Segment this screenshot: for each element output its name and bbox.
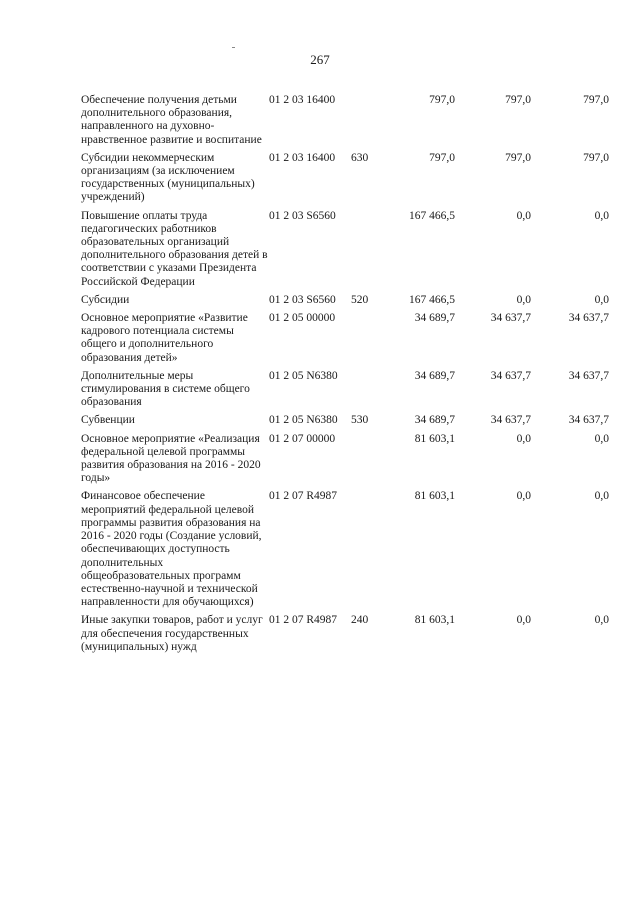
page-number: 267: [310, 52, 330, 67]
row-value-2: 0,0: [516, 614, 531, 627]
row-code: 01 2 05 00000: [269, 312, 336, 325]
row-value-2: 0,0: [516, 490, 531, 503]
row-value-3: 34 637,7: [568, 369, 609, 382]
row-expense-type: 630: [351, 151, 369, 164]
table-row: [81, 614, 611, 654]
row-value-3: 0,0: [594, 432, 609, 445]
row-value-2: 797,0: [505, 151, 531, 164]
row-name: Основное мероприятие «Развитие кадрового потенциала системы общего и дополнительного образования детей»: [81, 312, 248, 364]
row-value-2: 34 637,7: [490, 312, 531, 325]
row-name: Субсидии: [81, 293, 130, 306]
row-value-3: 34 637,7: [568, 414, 609, 427]
row-code: 01 2 03 S6560: [269, 209, 336, 222]
row-value-1: 797,0: [429, 151, 455, 164]
row-name: Финансовое обеспечение мероприятий федеральной целевой программы развития образования на 2016 - 2020 годы (Создание условий, обеспечивающих доступность дополнительных общеобразовательных программ естественно-научной и технической направленности для обучающихся): [81, 490, 262, 609]
row-value-2: 34 637,7: [490, 414, 531, 427]
table-row: [81, 94, 611, 147]
row-code: 01 2 03 16400: [269, 94, 336, 106]
row-value-3: 797,0: [583, 151, 609, 164]
row-value-3: 0,0: [594, 209, 609, 222]
row-expense-type: 530: [351, 414, 369, 427]
row-code: 01 2 03 16400: [269, 151, 336, 164]
table-row: [81, 414, 611, 427]
row-code: 01 2 07 00000: [269, 432, 336, 445]
row-name: Основное мероприятие «Реализация федеральной целевой программы развития образования на 2016 - 2020 годы»: [81, 432, 261, 485]
table-row: [81, 210, 611, 289]
row-expense-type: 520: [351, 293, 369, 306]
row-value-1: 797,0: [429, 94, 455, 106]
row-name: Обеспечение получения детьми дополнительного образования, направленного на духовно-нравственное развитие и воспитание: [81, 94, 262, 146]
row-name: Субвенции: [81, 414, 135, 427]
row-value-3: 0,0: [594, 490, 609, 503]
row-value-3: 0,0: [594, 293, 609, 306]
row-code: 01 2 07 R4987: [269, 614, 338, 627]
table-row: [81, 433, 611, 486]
row-value-2: 0,0: [516, 432, 531, 445]
table-row: [81, 490, 611, 609]
row-value-2: 0,0: [516, 293, 531, 306]
scan-speck: [232, 47, 235, 48]
table-row: [81, 294, 611, 307]
row-name: Повышение оплаты труда педагогических работников образовательных организаций дополнительного образования детей в соответствии с указами Президента Российской Федерации: [81, 209, 268, 288]
table-row: [81, 152, 611, 205]
row-code: 01 2 03 S6560: [269, 293, 336, 306]
row-value-1: 167 466,5: [409, 293, 455, 306]
row-code: 01 2 05 N6380: [269, 369, 338, 382]
row-value-3: 34 637,7: [568, 312, 609, 325]
row-value-2: 34 637,7: [490, 369, 531, 382]
row-expense-type: 240: [351, 614, 369, 627]
row-value-1: 167 466,5: [409, 209, 455, 222]
row-value-1: 81 603,1: [414, 432, 455, 445]
row-value-1: 34 689,7: [414, 414, 455, 427]
row-code: 01 2 05 N6380: [269, 414, 338, 427]
row-name: Дополнительные меры стимулирования в системе общего образования: [81, 369, 250, 409]
table-row: [81, 370, 611, 410]
row-value-1: 34 689,7: [414, 312, 455, 325]
row-value-3: 797,0: [583, 94, 609, 106]
row-value-1: 34 689,7: [414, 369, 455, 382]
row-name: Субсидии некоммерческим организациям (за исключением государственных (муниципальных) учреждений): [81, 151, 255, 204]
row-code: 01 2 07 R4987: [269, 490, 338, 503]
row-value-2: 0,0: [516, 209, 531, 222]
budget-table: [81, 94, 611, 654]
row-value-1: 81 603,1: [414, 614, 455, 627]
row-value-2: 797,0: [505, 94, 531, 106]
row-value-3: 0,0: [594, 614, 609, 627]
row-value-1: 81 603,1: [414, 490, 455, 503]
row-name: Иные закупки товаров, работ и услуг для обеспечения государственных (муниципальных) нужд: [81, 614, 263, 653]
table-row: [81, 312, 611, 365]
